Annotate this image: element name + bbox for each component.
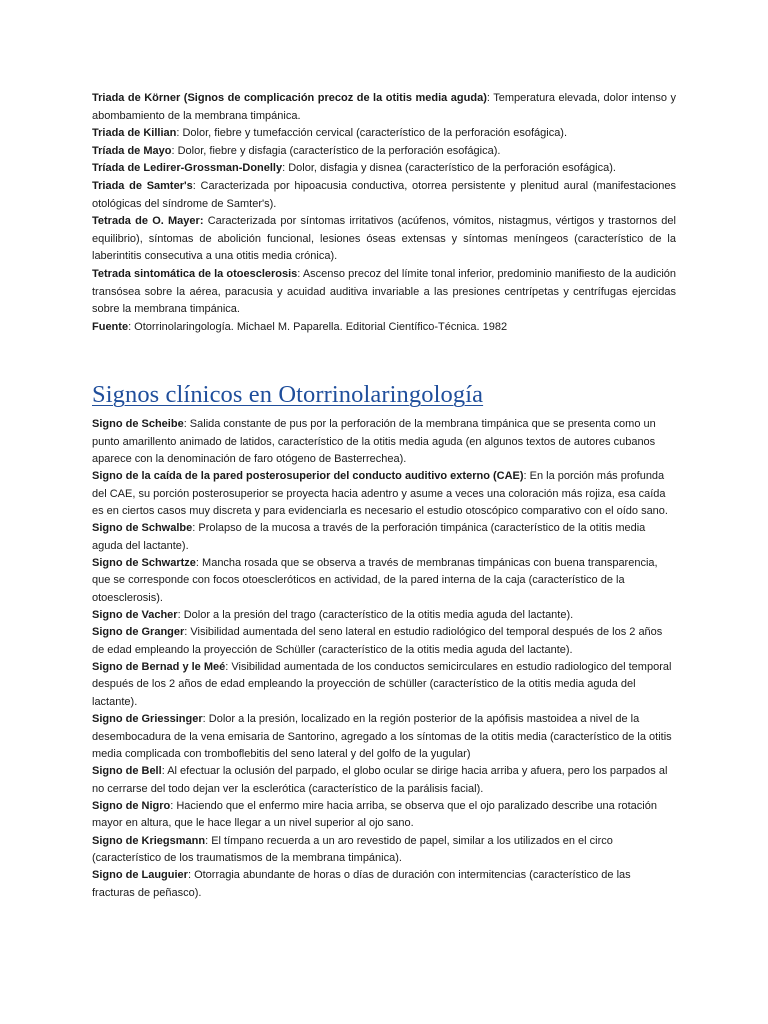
entry-term: Tríada de Ledirer-Grossman-Donelly — [92, 162, 283, 175]
entry-term: Triada de Samter's — [92, 179, 193, 192]
sign-kriegsmann-entry — [92, 833, 676, 868]
entry-term: Signo de Schwartze — [92, 557, 196, 570]
sign-granger-entry — [92, 624, 676, 659]
source-entry — [92, 319, 676, 337]
entry-text: : Dolor, fiebre y disfagia (característico de la perforación esofágica). — [171, 144, 501, 157]
entry-term: Tetrada sintomática de la otoesclerosis — [92, 267, 298, 280]
entry-text: : Temperatura elevada, dolor intenso y abombamiento de la membrana timpánica. — [92, 92, 676, 122]
entry-term: Signo de Scheibe — [92, 418, 184, 431]
sign-vacher-entry — [92, 607, 676, 624]
triad-mayo-entry — [92, 143, 676, 161]
entry-text: : Dolor a la presión del trago (característico de la otitis media aguda del lactante). — [177, 609, 574, 622]
sign-scheibe-entry — [92, 416, 676, 468]
entry-term: Signo de la caída de la pared posterosuperior del conducto auditivo externo (CAE) — [92, 470, 524, 483]
entry-text: : Salida constante de pus por la perforación de la membrana timpánica que se presenta como un punto amarillento animado de latidos, característico de la otitis media aguda (en algunos textos de autores cubanos aparece con la denominación de faro otógeno de Basterrechea). — [92, 418, 656, 465]
tetrad-mayer-entry — [92, 213, 676, 266]
entry-text: : Otorragia abundante de horas o días de duración con intermitencias (característico de las fracturas de peñasco). — [92, 869, 631, 899]
entry-text: : Haciendo que el enfermo mire hacia arriba, se observa que el ojo paralizado describe una rotación mayor en altura, que le hace llegar a un nivel superior al ojo sano. — [92, 799, 657, 830]
entry-term: Signo de Bernad y le Meé — [92, 661, 226, 674]
entry-text: : Mancha rosada que se observa a través de membranas timpánicas con buena transparencia, que se corresponde con focos otoescleróticos en actividad, de la pared interna de la caja (característico de la otoesclerosis). — [92, 557, 658, 604]
entry-term: Signo de Bell — [92, 765, 162, 778]
entry-term: Triada de Körner (Signos de complicación precoz de la otitis media aguda) — [92, 92, 487, 104]
tetrad-otosclerosis-entry — [92, 266, 676, 319]
section-title: Signos clínicos en Otorrinolaringología — [92, 381, 484, 409]
entry-term: Signo de Granger — [92, 626, 185, 639]
sign-schwartze-entry — [92, 555, 676, 607]
sign-schwalbe-entry — [92, 520, 676, 555]
sign-nigro-entry — [92, 798, 676, 833]
triad-killian-entry — [92, 125, 676, 143]
triad-korner-entry — [92, 90, 676, 125]
entry-text: Caracterizada por síntomas irritativos (acúfenos, vómitos, nistagmus, vértigos y trastornos del equilibrio), síntomas de abolición funcional, lesiones óseas extensas y síntomas meníngeos (característico de la laberintitis consecutiva a una otitis media crónica). — [92, 215, 676, 263]
entry-text: : Dolor a la presión, localizado en la región posterior de la apófisis mastoidea a nivel de la desembocadura de la vena emisaria de Santorino, agregado a los síntomas de la otitis media (característico de la otitis media complicada con tromboflebitis del seno lateral y del golfo de la yugular) — [92, 713, 672, 760]
entry-text: : Ascenso precoz del límite tonal inferior, predominio manifiesto de la audición transósea sobre la aérea, paracusia y acuidad auditiva invariable a las presiones centrípetas y centrífugas ejercidas sobre la membrana timpánica. — [92, 267, 676, 316]
sign-lauguier-entry — [92, 867, 676, 902]
document-page — [92, 90, 676, 902]
entry-text: : Visibilidad aumentada de los conductos semicirculares en estudio radiologico del temporal después de los 2 años de edad empleando la proyección de schüller (característico de la otitis media aguda del lactante). — [92, 661, 672, 708]
sign-bell-entry — [92, 763, 676, 798]
entry-text: : El tímpano recuerda a un aro revestido de papel, similar a los utilizados en el circo (característico de los traumatismos de la membrana timpánica). — [92, 834, 613, 864]
sign-griessinger-entry — [92, 711, 676, 763]
sign-cae-wall-entry — [92, 468, 676, 520]
triads-section — [92, 90, 676, 336]
triad-ledirer-entry — [92, 160, 676, 178]
entry-term: Signo de Kriegsmann — [92, 834, 206, 847]
entry-text: : Visibilidad aumentada del seno lateral en estudio radiológico del temporal después de los 2 años de edad empleando la proyección de Schüller (característico de la otitis media aguda del lactante). — [92, 626, 663, 656]
entry-text: : Dolor, fiebre y tumefacción cervical (característico de la perforación esofágica). — [176, 127, 568, 140]
entry-term: Fuente — [92, 320, 129, 333]
entry-text: : Prolapso de la mucosa a través de la perforación timpánica (característico de la otitis media aguda del lactante). — [92, 522, 646, 552]
entry-term: Signo de Nigro — [92, 799, 171, 812]
entry-text: : Caracterizada por hipoacusia conductiva, otorrea persistente y plenitud aural (manifestaciones otológicas del síndrome de Samter's). — [92, 179, 676, 210]
entry-term: Signo de Schwalbe — [92, 522, 193, 535]
entry-term: Triada de Killian — [92, 127, 177, 140]
entry-term: Tetrada de O. Mayer: — [92, 215, 204, 228]
sign-bernad-entry — [92, 659, 676, 711]
clinical-signs-section — [92, 380, 676, 902]
entry-term: Signo de Vacher — [92, 609, 178, 622]
entry-text: : Otorrinolaringología. Michael M. Paparella. Editorial Científico-Técnica. 1982 — [128, 320, 508, 333]
entry-term: Signo de Lauguier — [92, 869, 188, 882]
triad-samter-entry — [92, 178, 676, 213]
entry-term: Tríada de Mayo — [92, 144, 172, 157]
entry-text: : Dolor, disfagia y disnea (característico de la perforación esofágica). — [282, 162, 616, 175]
entry-text: : En la porción más profunda del CAE, su porción posterosuperior se proyecta hacia adentro y asume a veces una coloración más rojiza, esa caída es en ciertos casos muy discreta y para evidenciarla es necesario el estudio otoscópico comparativo con el oído sano. — [92, 470, 668, 518]
entry-text: : Al efectuar la oclusión del parpado, el globo ocular se dirige hacia arriba y afuera, pero los parpados al no cerrarse del todo dejan ver la esclerótica (característico de la parálisis facial). — [92, 765, 668, 795]
entry-term: Signo de Griessinger — [92, 713, 203, 726]
